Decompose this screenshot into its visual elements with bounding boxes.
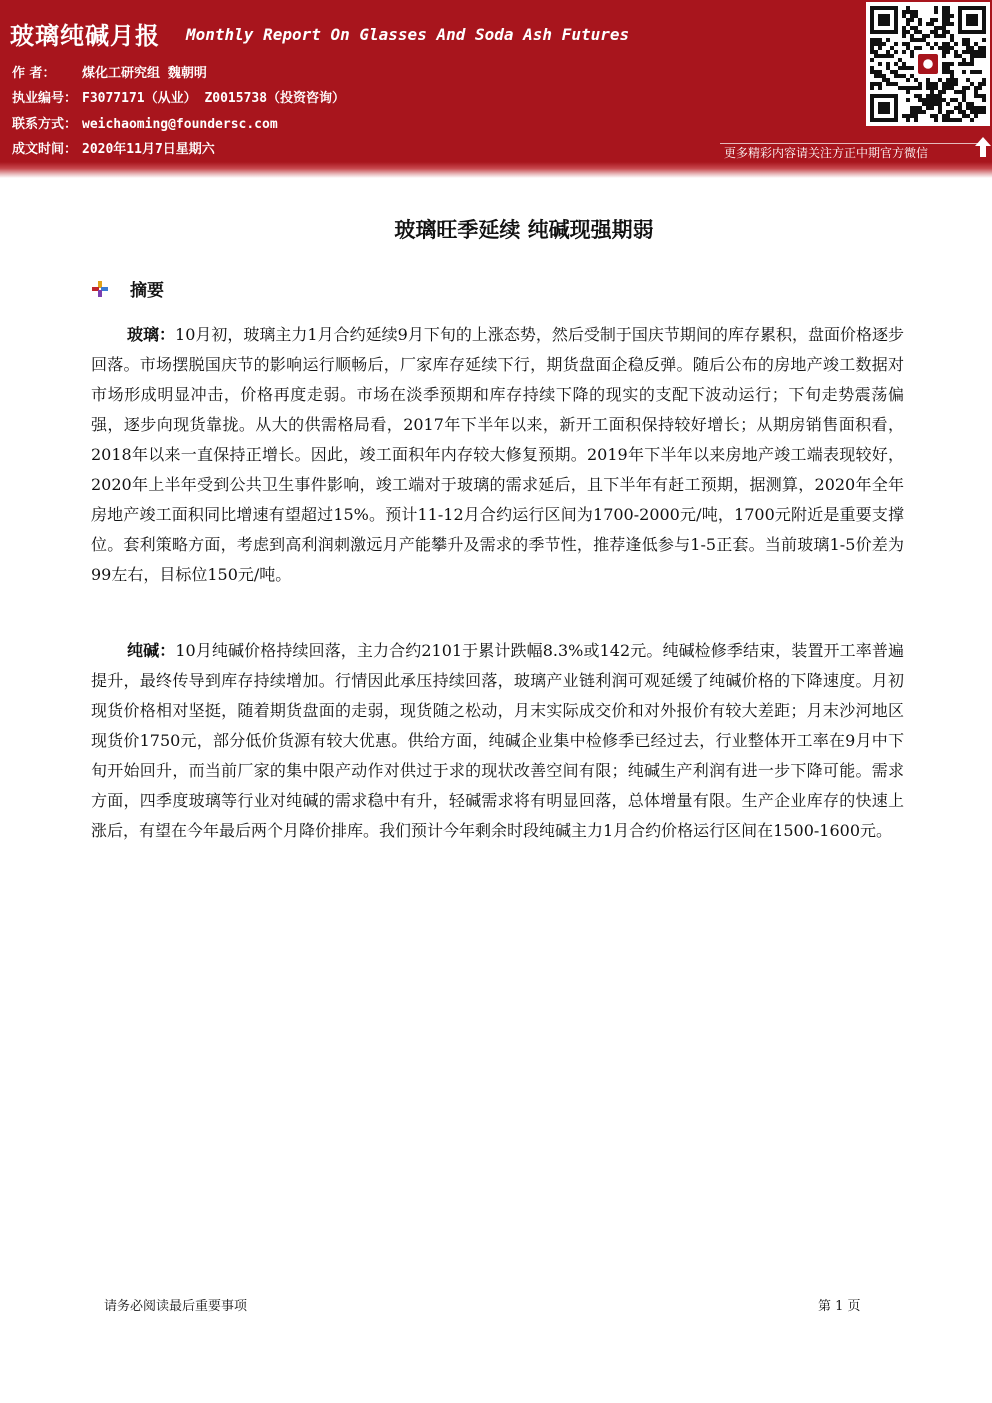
meta-date — [12, 138, 215, 157]
meta-date-key: 成文时间： — [12, 142, 78, 157]
report-title: 玻璃旺季延续 纯碱现强期弱 — [394, 218, 654, 242]
wechat-slogan: 更多精彩内容请关注方正中期官方微信 — [724, 146, 929, 160]
report-series-title-english: Monthly Report On Glasses And Soda Ash Futures — [186, 25, 630, 44]
paragraph-glass-text: 10月初，玻璃主力1月合约延续9月下旬的上涨态势，然后受制于国庆节期间的库存累积，盘面价格逐步回落。市场摆脱国庆节的影响运行顺畅后，厂家库存延续下行，期货盘面企稳反弹。随后公布的房地产竣工数据对市场形成明显冲击，价格再度走弱。市场在淡季预期和库存持续下降的现实的支配下波动运行；下旬走势震荡偏强，逐步向现货靠拢。从大的供需格局看，2017年下半年以来，新开工面积保持较好增长；从期房销售面积看，2018年以来一直保持正增长。因此，竣工面积年内存较大修复预期。2019年下半年以来房地产竣工端表现较好，2020年上半年受到公共卫生事件影响，竣工端对于玻璃的需求延后，且下半年有赶工预期，据测算，2020年全年房地产竣工面积同比增速有望超过15%。预计11-12月合约运行区间为1700-2000元/吨，1700元附近是重要支撑位。套利策略方面，考虑到高利润刺激远月产能攀升及需求的季节性，推荐逢低参与1-5正套。当前玻璃1-5价差为99左右，目标位150元/吨。 — [91, 325, 904, 584]
paragraph-glass-lead: 玻璃： — [127, 325, 176, 344]
meta-date-value: 2020年11月7日星期六 — [82, 142, 215, 157]
up-arrow-icon — [974, 136, 992, 158]
meta-license-key: 执业编号： — [12, 91, 78, 106]
meta-author-value: 煤化工研究组 魏朝明 — [82, 66, 207, 81]
paragraph-soda-ash-lead: 纯碱： — [127, 641, 176, 660]
meta-author-key: 作 者： — [12, 66, 56, 81]
meta-license-value: F3077171（从业） Z0015738（投资咨询） — [82, 91, 346, 106]
meta-contact-value[interactable]: weichaoming@foundersc.com — [82, 117, 278, 132]
paragraph-soda-ash-text: 10月纯碱价格持续回落，主力合约2101于累计跌幅8.3%或142元。纯碱检修季结束，装置开工率普遍提升，最终传导到库存持续增加。行情因此承压持续回落，玻璃产业链利润可观延缓了纯碱价格的下降速度。月初现货价格相对坚挺，随着期货盘面的走弱，现货随之松动，月末实际成交价和对外报价有较大差距；月末沙河地区现货价1750元，部分低价货源有较大优惠。供给方面，纯碱企业集中检修季已经过去，行业整体开工率在9月中下旬开始回升，而当前厂家的集中限产动作对供过于求的现状改善空间有限；纯碱生产利润有进一步下降可能。需求方面，四季度玻璃等行业对纯碱的需求稳中有升，轻碱需求将有明显回落，总体增量有限。生产企业库存的快速上涨后，有望在今年最后两个月降价排库。我们预计今年剩余时段纯碱主力1月合约价格运行区间在1500-1600元。 — [91, 641, 904, 840]
meta-contact — [12, 113, 278, 132]
report-header — [0, 0, 992, 162]
footer-page-number: 第 1 页 — [818, 1299, 861, 1314]
paragraph-soda-ash — [91, 636, 904, 846]
meta-author — [12, 62, 207, 81]
meta-contact-key: 联系方式： — [12, 117, 78, 132]
section-title-summary: 摘要 — [130, 281, 164, 301]
report-series-title: 玻璃纯碱月报 — [10, 22, 160, 50]
meta-license — [12, 87, 345, 106]
header-gradient-band — [0, 162, 992, 178]
qr-code-icon — [866, 2, 990, 126]
paragraph-glass — [91, 320, 904, 590]
wechat-qr-code — [866, 2, 990, 126]
section-bullet-icon — [92, 281, 108, 297]
footer-disclaimer-note: 请务必阅读最后重要事项 — [104, 1299, 248, 1314]
